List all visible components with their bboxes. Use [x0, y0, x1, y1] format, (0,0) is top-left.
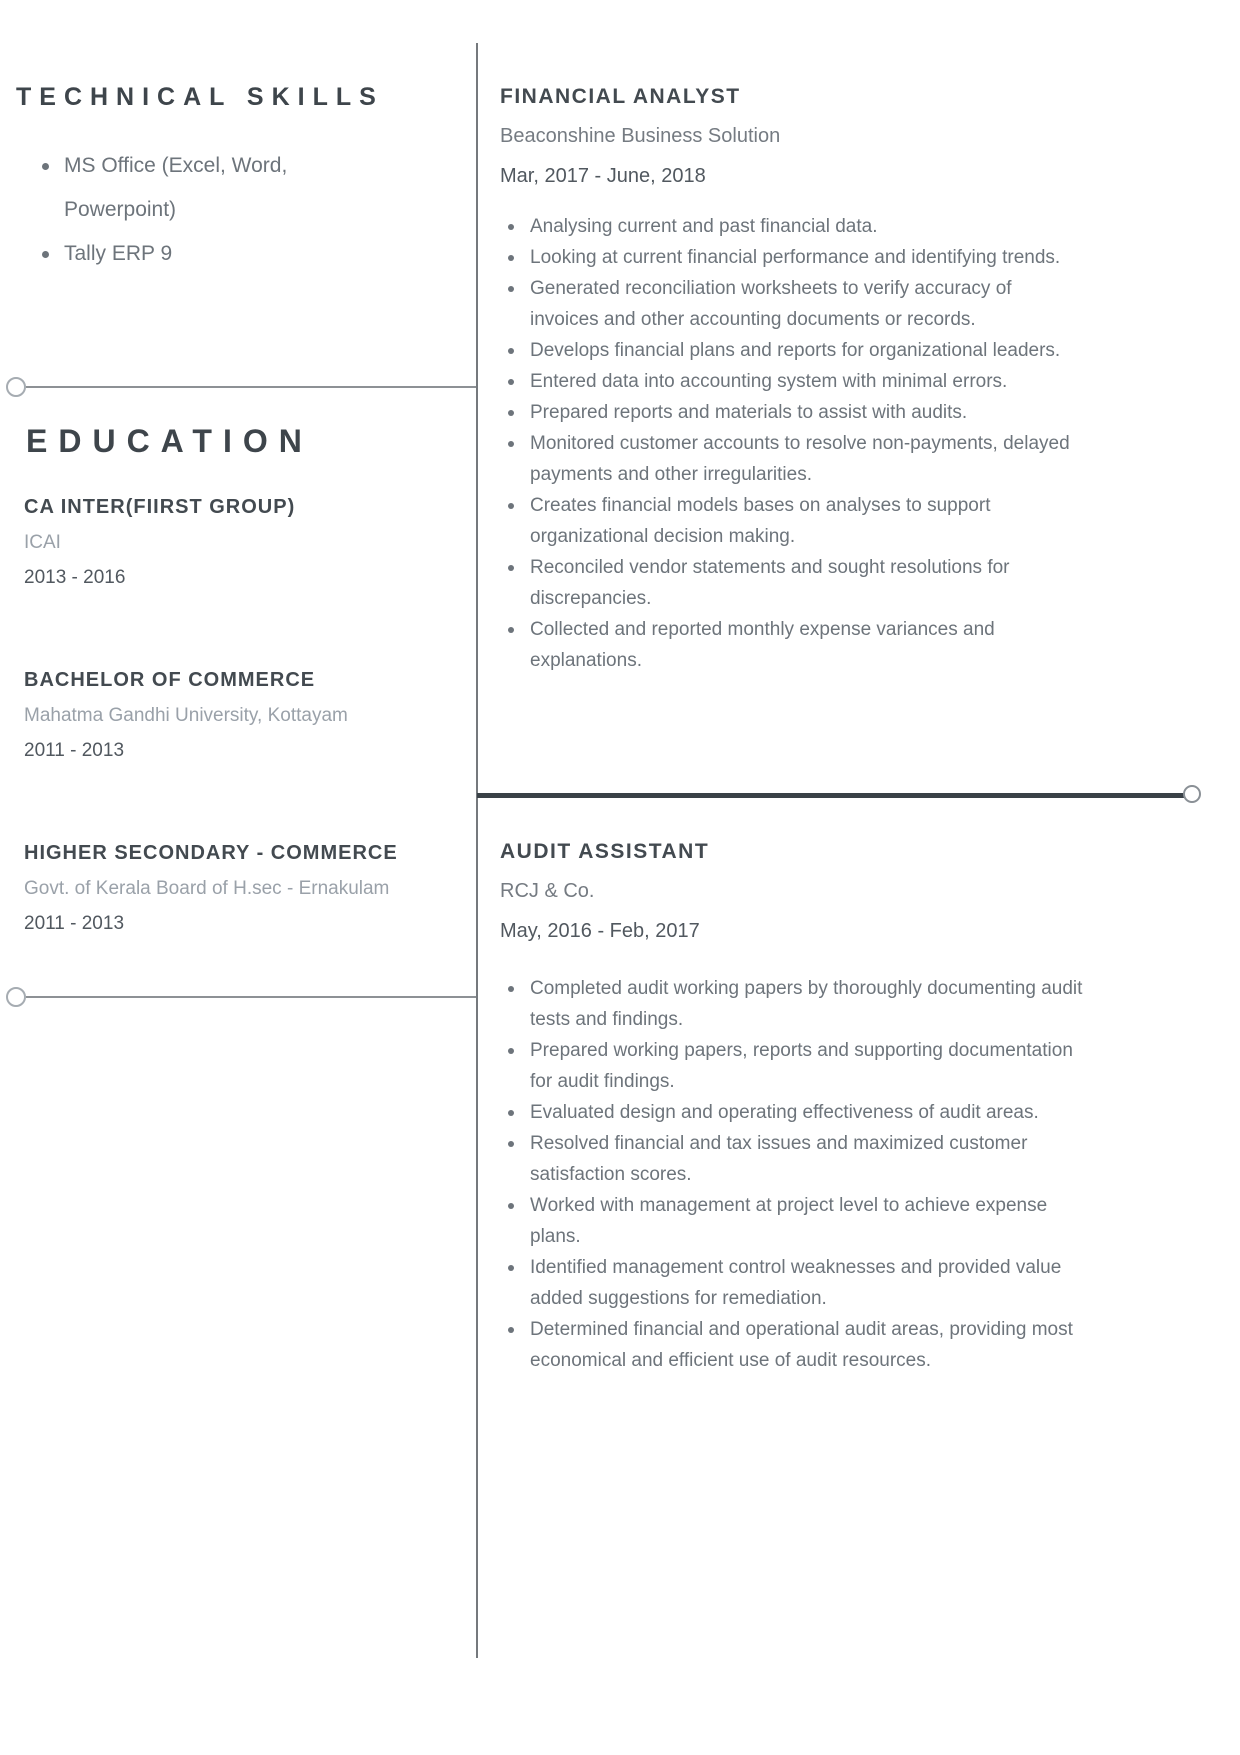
education-entry: [24, 490, 476, 595]
degree-title: CA INTER(FIIRST GROUP): [24, 496, 296, 518]
education-date-range: 2011 - 2013: [24, 740, 125, 761]
responsibility-item: Determined financial and operational audit areas, providing most economical and efficient use of audit resources.: [500, 1314, 1085, 1376]
job-responsibilities-list: [500, 211, 1085, 676]
divider-endpoint-circle: [6, 987, 26, 1007]
education-date-range: 2013 - 2016: [24, 567, 126, 588]
job-title-audit-assistant: AUDIT ASSISTANT: [500, 840, 710, 863]
responsibility-item: Entered data into accounting system with minimal errors.: [500, 366, 1085, 397]
education-date-range: 2011 - 2013: [24, 913, 125, 934]
divider-endpoint-circle: [1183, 785, 1201, 803]
responsibility-item: Worked with management at project level to achieve expense plans.: [500, 1190, 1085, 1252]
responsibility-item: Develops financial plans and reports for organizational leaders.: [500, 335, 1085, 366]
divider-line: [26, 996, 476, 998]
responsibility-item: Looking at current financial performance and identifying trends.: [500, 242, 1085, 273]
education-entry: [24, 663, 476, 768]
right-column: [477, 0, 1240, 1376]
skill-item: MS Office (Excel, Word, Powerpoint): [36, 144, 366, 232]
technical-skills-list: [36, 144, 366, 276]
responsibility-item: Reconciled vendor statements and sought resolutions for discrepancies.: [500, 552, 1085, 614]
job-date-range: Mar, 2017 - June, 2018: [500, 165, 706, 187]
divider-endpoint-circle: [6, 377, 26, 397]
company-name: RCJ & Co.: [500, 880, 595, 902]
responsibility-item: Prepared reports and materials to assist with audits.: [500, 397, 1085, 428]
responsibility-item: Monitored customer accounts to resolve non-payments, delayed payments and other irregularities.: [500, 428, 1085, 490]
section-divider-top: [6, 377, 476, 397]
responsibility-item: Creates financial models bases on analyses to support organizational decision making.: [500, 490, 1085, 552]
left-column: [0, 0, 476, 1007]
institution-name: Govt. of Kerala Board of H.sec - Ernakulam: [24, 878, 390, 899]
responsibility-item: Collected and reported monthly expense variances and explanations.: [500, 614, 1085, 676]
responsibility-item: Analysing current and past financial data.: [500, 211, 1085, 242]
section-divider-bottom: [6, 987, 476, 1007]
institution-name: Mahatma Gandhi University, Kottayam: [24, 705, 348, 726]
job-title-financial-analyst: FINANCIAL ANALYST: [500, 85, 741, 108]
responsibility-item: Resolved financial and tax issues and maximized customer satisfaction scores.: [500, 1128, 1085, 1190]
divider-line: [26, 386, 476, 388]
education-entry: [24, 836, 476, 941]
company-name: Beaconshine Business Solution: [500, 125, 781, 147]
responsibility-item: Identified management control weaknesses and provided value added suggestions for remediation.: [500, 1252, 1085, 1314]
technical-skills-heading: TECHNICAL SKILLS: [16, 83, 384, 111]
education-list: [24, 490, 476, 941]
responsibility-item: Prepared working papers, reports and supporting documentation for audit findings.: [500, 1035, 1085, 1097]
job-date-range: May, 2016 - Feb, 2017: [500, 920, 700, 942]
degree-title: HIGHER SECONDARY - COMMERCE: [24, 842, 398, 864]
responsibility-item: Evaluated design and operating effectiveness of audit areas.: [500, 1097, 1085, 1128]
job-section-divider: [477, 793, 1190, 798]
education-heading: EDUCATION: [26, 423, 313, 459]
institution-name: ICAI: [24, 532, 61, 553]
responsibility-item: Completed audit working papers by thoroughly documenting audit tests and findings.: [500, 973, 1085, 1035]
degree-title: BACHELOR OF COMMERCE: [24, 669, 316, 691]
job-responsibilities-list: [500, 973, 1085, 1376]
skill-item: Tally ERP 9: [36, 232, 366, 276]
responsibility-item: Generated reconciliation worksheets to verify accuracy of invoices and other accounting documents or records.: [500, 273, 1085, 335]
